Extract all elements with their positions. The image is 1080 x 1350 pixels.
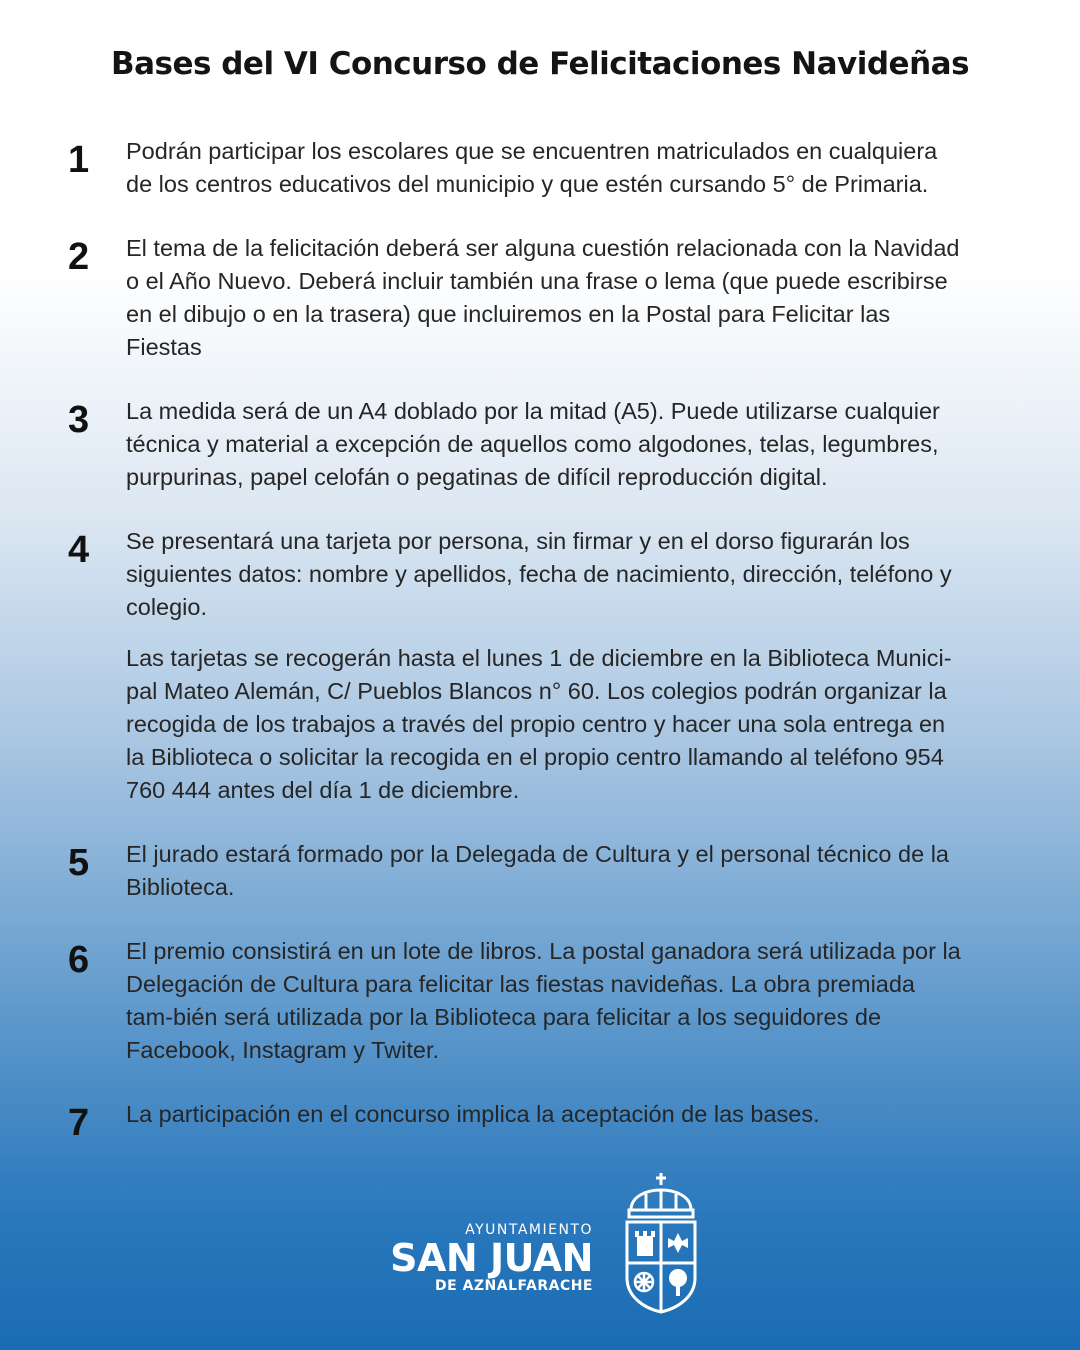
rule-item	[0, 525, 961, 807]
rule-number: 2	[68, 236, 90, 278]
rule-text: El tema de la felicitación deberá ser alguna cuestión relacionada con la Navidad o el Año Nuevo. Deberá incluir también una frase o lema (que puede escribirse en el dibujo o en la trasera) que incluiremos en la Postal para Felicitar las Fiestas	[126, 235, 960, 360]
rule-text: El premio consistirá en un lote de libros. La postal ganadora será utilizada por la Delegación de Cultura para felicitar las fiestas navideñas. La obra premiada tam-bién será utilizada por la Biblioteca para felicitar a los seguidores de Facebook, Instagram y Twiter.	[126, 938, 961, 1063]
rule-number: 3	[68, 399, 90, 441]
rule-item	[0, 935, 961, 1067]
rule-text: Se presentará una tarjeta por persona, sin firmar y en el dorso figurarán los siguientes datos: nombre y apellidos, fecha de nacimiento, dirección, teléfono y colegio.	[126, 528, 952, 620]
rule-text: Podrán participar los escolares que se encuentren matriculados en cualquiera de los centros educativos del municipio y que estén cursando 5° de Primaria.	[126, 138, 938, 197]
ayuntamiento-logo	[385, 1170, 705, 1320]
rule-item	[0, 395, 961, 494]
rule-item	[0, 838, 961, 904]
rule-text: La participación en el concurso implica la aceptación de las bases.	[126, 1101, 820, 1127]
rule-text: El jurado estará formado por la Delegada de Cultura y el personal técnico de la Biblioteca.	[126, 841, 949, 900]
rule-number: 5	[68, 842, 90, 884]
page-title: Bases del VI Concurso de Felicitaciones Navideñas	[110, 46, 970, 82]
logo-line-ayuntamiento: AYUNTAMIENTO	[465, 1222, 593, 1238]
rule-number: 1	[68, 139, 90, 181]
rule-number: 4	[68, 529, 90, 571]
rule-item	[0, 1098, 961, 1144]
rule-number: 6	[68, 939, 90, 981]
rule-text: La medida será de un A4 doblado por la mitad (A5). Puede utilizarse cualquier técnica y material a excepción de aquellos como algodones, telas, legumbres, purpurinas, papel celofán o pegatinas de difícil reproducción digital.	[126, 398, 940, 490]
rule-text: Las tarjetas se recogerán hasta el lunes 1 de diciembre en la Biblioteca Munici-pal Mateo Alemán, C/ Pueblos Blancos n° 60. Los colegios podrán organizar la recogida de los trabajos a través del propio centro y hacer una sola entrega en la Biblioteca o solicitar la recogida en el propio centro llamando al teléfono 954 760 444 antes del día 1 de diciembre.	[126, 645, 952, 803]
logo-line-san-juan: SAN JUAN	[390, 1236, 593, 1280]
rules-list	[0, 135, 1080, 1162]
logo-line-aznalfarache: DE AZNALFARACHE	[435, 1278, 593, 1294]
rule-item	[0, 135, 961, 201]
logo-text	[390, 1222, 593, 1294]
rule-number: 7	[68, 1102, 90, 1144]
coat-of-arms-icon	[617, 1170, 705, 1315]
rule-item	[0, 232, 961, 364]
